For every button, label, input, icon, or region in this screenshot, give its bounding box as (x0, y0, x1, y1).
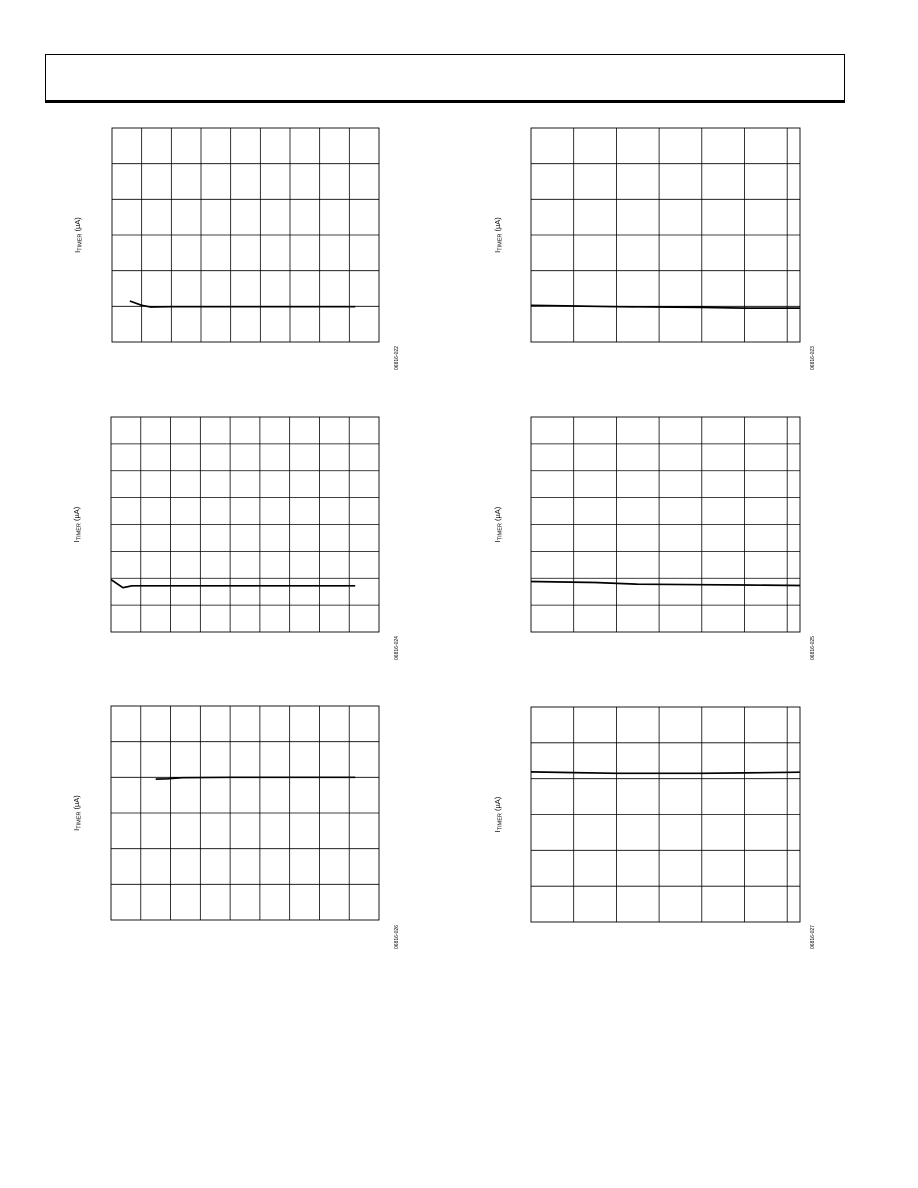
y-axis-label (493, 506, 504, 542)
y-axis-label (493, 217, 504, 253)
series-line-1 (156, 777, 356, 779)
figure-id: 06816-024 (394, 636, 400, 660)
chart-6 (493, 707, 816, 949)
y-axis-label-main: I (493, 540, 502, 543)
y-axis-label-main: I (493, 830, 502, 833)
chart-3 (72, 417, 400, 660)
figure-id: 06816-025 (810, 636, 816, 660)
figure-id: 06816-023 (810, 346, 816, 370)
figure-id: 06816-022 (394, 346, 400, 370)
y-axis-label-unit: (µA) (493, 217, 502, 234)
series-line-1 (531, 582, 800, 586)
chart-4 (493, 417, 816, 660)
y-axis-label-sub: TIMER (497, 523, 504, 541)
y-axis-label (72, 795, 83, 831)
figure-id: 06816-026 (394, 925, 400, 949)
chart-5 (72, 706, 400, 949)
y-axis-label (73, 217, 84, 253)
y-axis-label (72, 506, 83, 542)
y-axis-label (493, 796, 504, 832)
y-axis-label-unit: (µA) (72, 795, 81, 812)
figure-id: 06816-027 (810, 925, 816, 949)
series-line-1 (111, 580, 355, 588)
y-axis-label-sub: TIMER (497, 233, 504, 251)
y-axis-label-sub: TIMER (497, 813, 504, 831)
y-axis-label-sub: TIMER (76, 811, 83, 829)
y-axis-label-unit: (µA) (493, 796, 502, 814)
chart-2 (493, 128, 816, 370)
y-axis-label-main: I (493, 250, 502, 253)
y-axis-label-main: I (72, 828, 81, 831)
y-axis-label-main: I (72, 540, 81, 543)
series-line-1 (130, 301, 355, 307)
series-line-1 (531, 772, 800, 773)
y-axis-label-sub: TIMER (77, 233, 84, 251)
chart-1 (73, 128, 400, 370)
y-axis-label-unit: (µA) (493, 506, 502, 524)
y-axis-label-main: I (73, 250, 82, 253)
y-axis-label-sub: TIMER (76, 523, 83, 541)
y-axis-label-unit: (µA) (72, 506, 81, 524)
y-axis-label-unit: (µA) (73, 217, 82, 234)
